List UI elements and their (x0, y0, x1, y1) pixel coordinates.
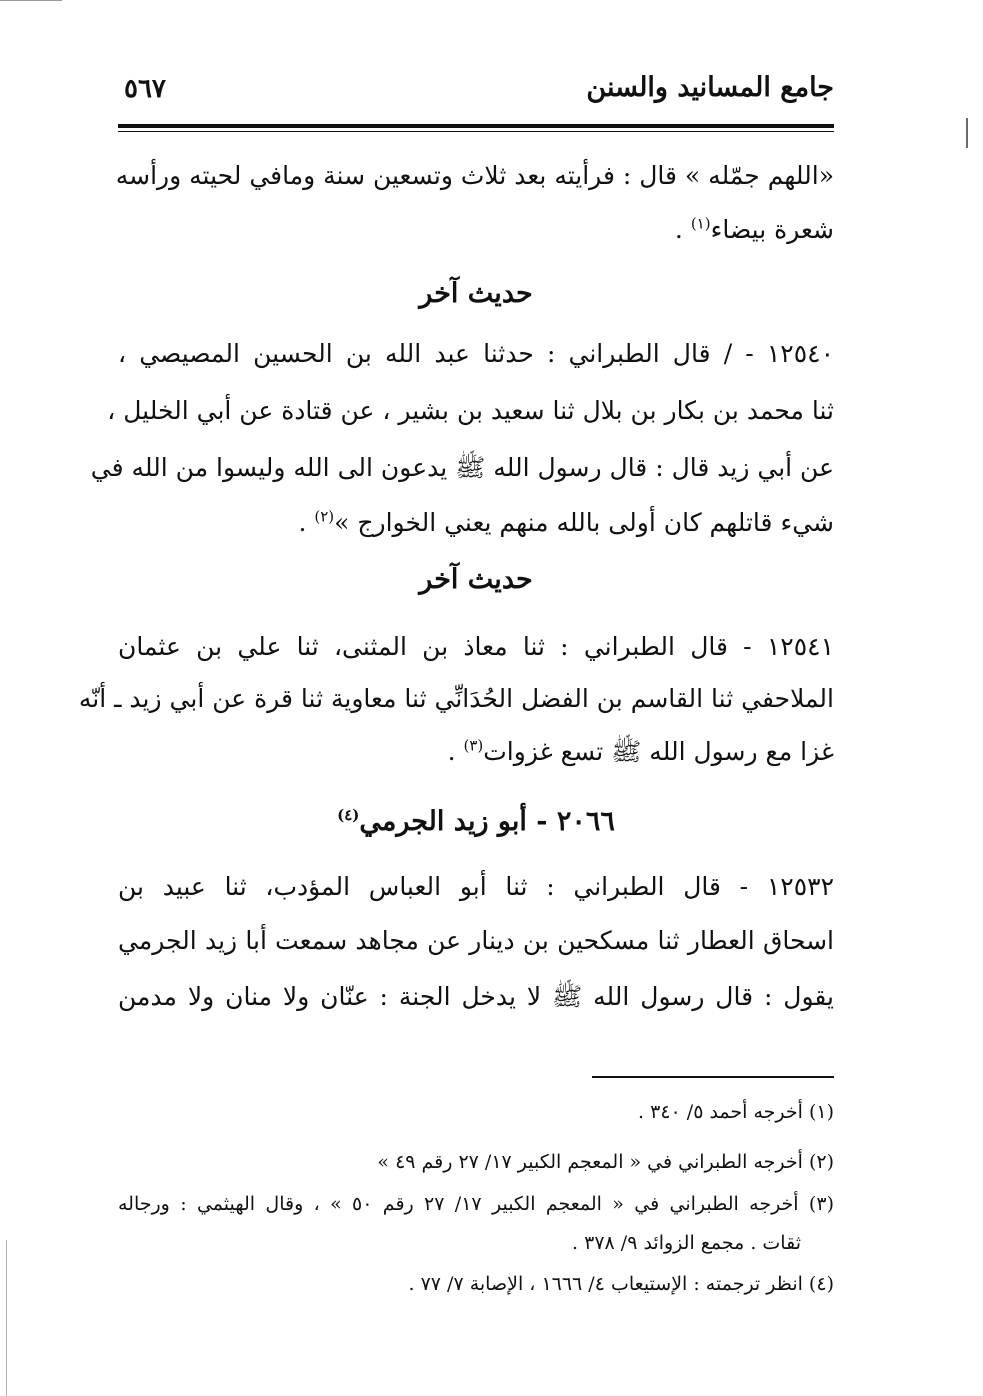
body-line-10 (118, 867, 834, 909)
body-line-3 (118, 334, 834, 376)
scan-edge-top (0, 0, 62, 1)
body-line-text: ثنا محمد بن بكار بن بلال ثنا سعيد بن بشير ، عن قتادة عن أبي الخليل ، (107, 396, 834, 425)
footnote-marker-2: (٢) (314, 507, 335, 526)
body-line-text: ١٢٥٣٢ - قال الطبراني : ثنا أبو العباس المؤدب، ثنا عبيد بن (118, 872, 834, 901)
period: . (298, 508, 315, 537)
scan-edge-left (6, 1240, 7, 1396)
body-line-text: ١٢٥٤١ - قال الطبراني : ثنا معاذ بن المثنى، ثنا علي بن عثمان (118, 632, 834, 661)
header-rule (118, 124, 834, 128)
body-line-6 (118, 503, 834, 545)
body-line-text: ١٢٥٤٠ - / قال الطبراني : حدثنا عبد الله بن الحسين المصيصي ، (118, 339, 834, 368)
body-line-1 (115, 156, 834, 198)
page-number: ٥٦٧ (124, 74, 166, 104)
footnote-marker-1: (١) (690, 214, 711, 233)
body-line-text: شيء قاتلهم كان أولى بالله منهم يعني الخوارج » (334, 508, 834, 537)
body-line-11 (118, 921, 834, 963)
footnote-3: (٣) أخرجه الطبراني في « المعجم الكبير ١٧/ ٢٧ رقم ٥٠ » ، وقال الهيثمي : ورجاله (118, 1193, 834, 1215)
running-title: جامع المسانيد والسنن (586, 72, 834, 103)
footnote-marker-3: (٣) (463, 736, 484, 755)
body-line-2 (118, 210, 834, 252)
period: . (674, 215, 691, 244)
scan-edge-right (966, 118, 968, 148)
body-line-text: غزا مع رسول الله ﷺ تسع غزوات (483, 737, 834, 766)
footnote-4: (٤) انظر ترجمته : الإستيعاب ٤/ ١٦٦٦ ، الإصابة ٧/ ٧٧ . (408, 1273, 834, 1295)
body-line-5 (90, 448, 834, 490)
header-rule-thin (118, 131, 834, 132)
body-line-9 (118, 732, 834, 774)
section-heading-text: ٢٠٦٦ - أبو زيد الجرمي (359, 806, 615, 837)
section-heading-2: حديث آخر (419, 564, 533, 595)
period: . (447, 737, 464, 766)
body-line-text: شعرة بيضاء (710, 215, 834, 244)
body-line-8 (78, 679, 834, 721)
body-line-12 (118, 977, 834, 1019)
footnote-3-continuation: ثقات . مجمع الزوائد ٩/ ٣٧٨ . (572, 1232, 801, 1254)
body-line-4 (107, 391, 834, 433)
body-line-text: الملاحفي ثنا القاسم بن الفضل الحُدَانِّي ثنا معاوية ثنا قرة عن أبي زيد ـ أنّه (78, 684, 834, 713)
page-header (118, 62, 834, 122)
footnote-2: (٢) أخرجه الطبراني في « المعجم الكبير ١٧/ ٢٧ رقم ٤٩ » (377, 1151, 834, 1173)
body-line-text: يقول : قال رسول الله ﷺ لا يدخل الجنة : عنّان ولا منان ولا مدمن (118, 982, 834, 1011)
body-line-text: اسحاق العطار ثنا مسكحين بن دينار عن مجاهد سمعت أبا زيد الجرمي (118, 926, 834, 955)
body-line-text: عن أبي زيد قال : قال رسول الله ﷺ يدعون الى الله وليسوا من الله في (90, 453, 834, 482)
body-line-text: «اللهم جمّله » قال : فرأيته بعد ثلاث وتسعين سنة ومافي لحيته ورأسه (115, 161, 834, 190)
footnote-marker-4: (٤) (337, 806, 360, 824)
section-heading-3 (118, 802, 834, 842)
footnote-rule (592, 1076, 834, 1078)
body-line-7 (118, 627, 834, 669)
section-heading-1: حديث آخر (419, 278, 533, 309)
footnote-1: (١) أخرجه أحمد ٥/ ٣٤٠ . (638, 1101, 834, 1123)
